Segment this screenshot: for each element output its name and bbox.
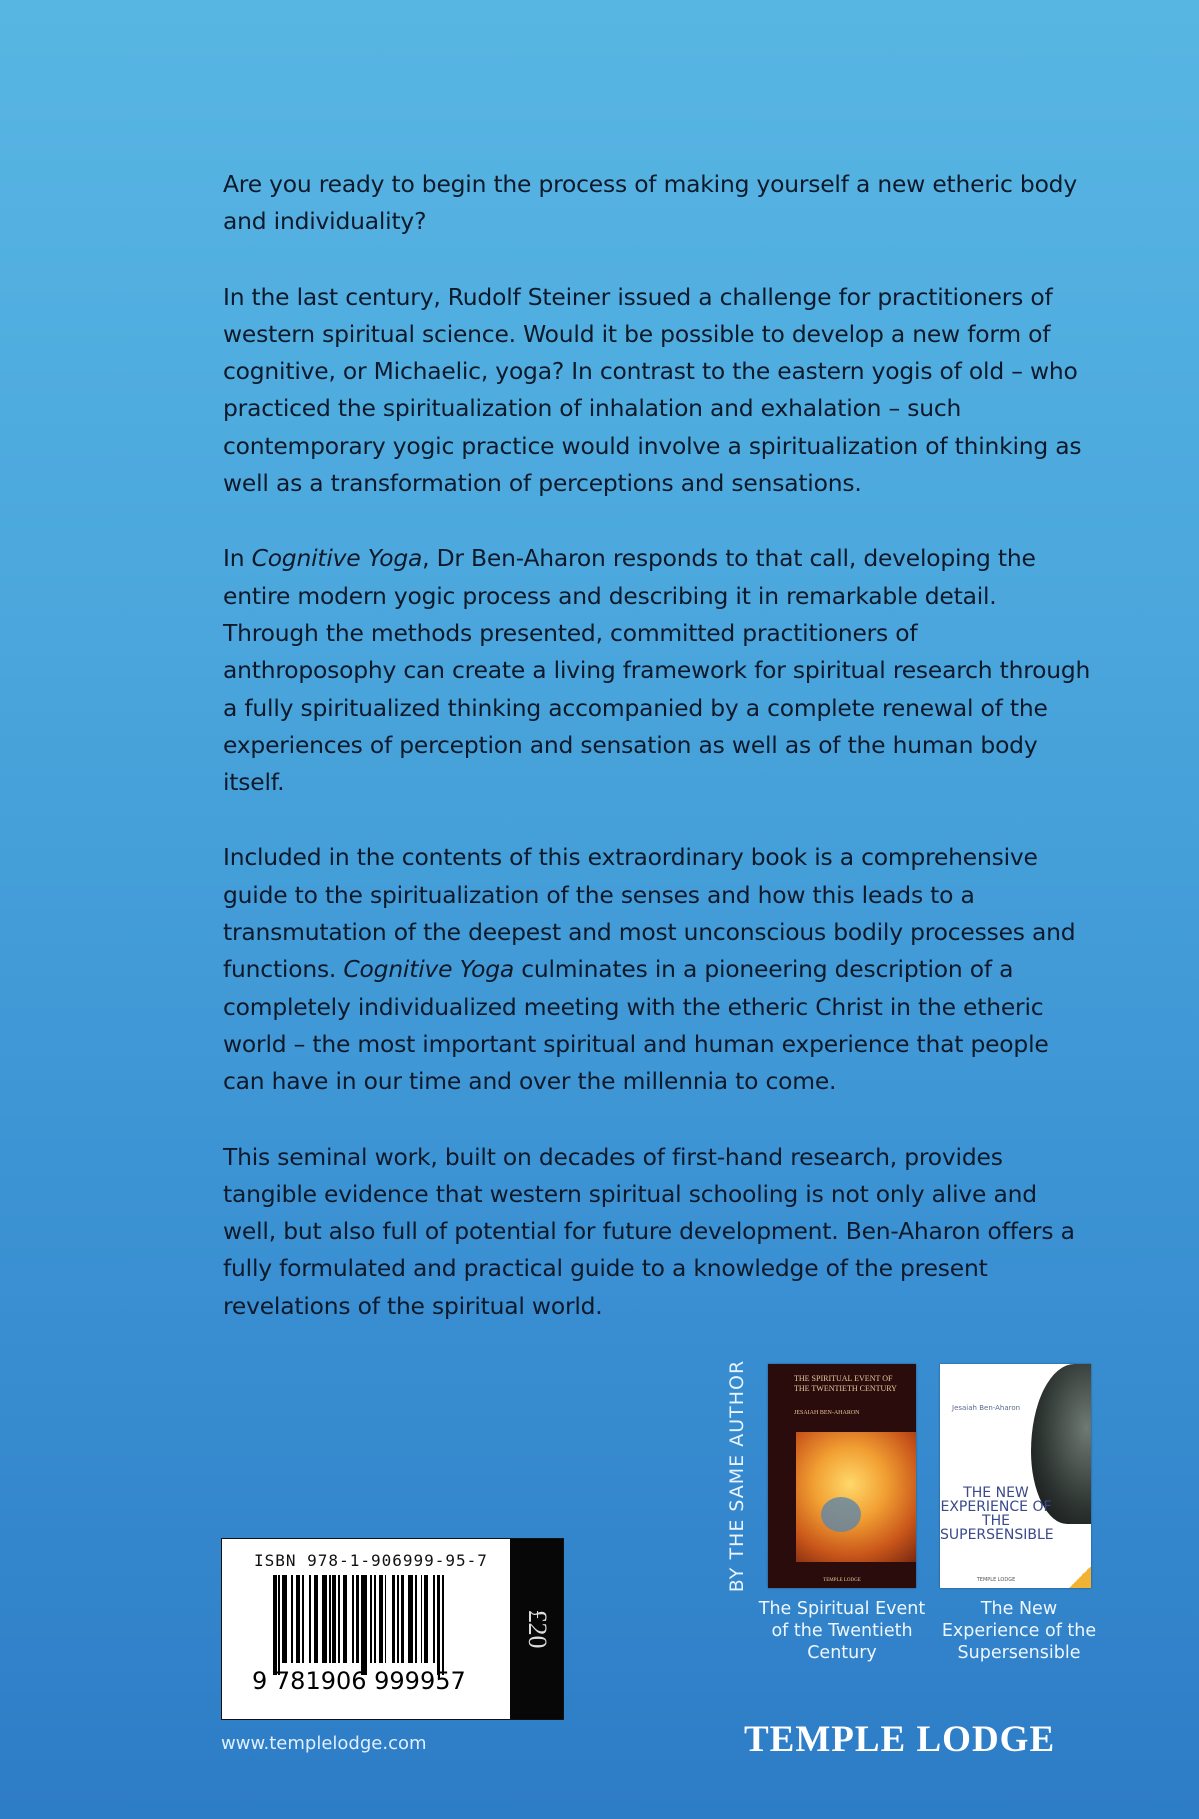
text: culminates in a pioneering description of a completely individualized meeting with the etheric Christ in the etheric world – the most important spiritual and human experience that people can have in our time and over the millennia to come.	[223, 955, 1049, 1096]
cover-publisher: TEMPLE LODGE	[976, 1577, 1016, 1583]
barcode-bar	[314, 1575, 318, 1663]
same-author-heading	[722, 1359, 752, 1593]
barcode-box	[221, 1538, 564, 1720]
barcode-bar	[278, 1575, 280, 1675]
barcode-bar	[329, 1575, 331, 1663]
paragraph: This seminal work, built on decades of first-hand research, provides tangible evidence that western spiritual schooling is not only alive and well, but also full of potential for future development. Ben-Aharon offers a fully formulated and practical guide to a knowledge of the present revelations of the spiritual world.	[223, 1142, 1075, 1320]
cover-author: JESAIAH BEN-AHARON	[794, 1410, 860, 1416]
book-cover-spiritual-event	[768, 1364, 916, 1588]
cover-title: THE NEW EXPERIENCE OF THE SUPERSENSIBLE	[940, 1485, 1054, 1543]
barcode-bar	[291, 1575, 293, 1663]
barcode-bar	[424, 1575, 428, 1663]
barcode-bar	[397, 1575, 399, 1663]
barcode-bar	[282, 1575, 287, 1663]
book-title: Cognitive Yoga	[251, 544, 423, 573]
barcode-bar	[322, 1575, 327, 1663]
barcode-bar	[309, 1575, 311, 1663]
text: , Dr Ben-Aharon responds to that call, developing the entire modern yogic process and describing it in remarkable detail. Through the methods presented, committed practitioners of anthroposophy can create a living framework for spiritual research through a fully spiritualized thinking accompanied by a complete renewal of the experiences of perception and sensation as well as of the human body itself.	[223, 544, 1091, 797]
cover-corner-accent	[1069, 1566, 1091, 1588]
barcode-bar	[401, 1575, 405, 1663]
barcode-bar	[385, 1575, 387, 1663]
barcode-bar	[302, 1575, 304, 1663]
barcode-bar	[352, 1575, 354, 1663]
barcode-bar	[370, 1575, 372, 1663]
paragraph	[223, 839, 1093, 1100]
book-title: Cognitive Yoga	[343, 955, 514, 984]
cover-artwork	[796, 1432, 916, 1562]
isbn-text: ISBN 978-1-906999-95-7	[254, 1551, 488, 1570]
price-panel	[510, 1539, 563, 1719]
barcode-bar	[332, 1575, 336, 1663]
book-cover-new-experience	[940, 1364, 1091, 1588]
publisher-url[interactable]: www.templelodge.com	[221, 1733, 427, 1754]
barcode-bar	[442, 1575, 444, 1675]
ean-number: 9 781906 999957	[252, 1667, 466, 1695]
price-text: £20	[522, 1609, 552, 1649]
barcode-bar	[415, 1575, 417, 1663]
text: In	[223, 544, 252, 573]
cover-author: Jesaiah Ben-Aharon	[952, 1404, 1021, 1412]
barcode-bar	[273, 1575, 277, 1675]
barcode-bar	[356, 1575, 360, 1663]
book-caption: The New Experience of the Supersensible	[941, 1599, 1097, 1663]
barcode-bar	[421, 1575, 423, 1663]
barcode-bar	[374, 1575, 376, 1663]
barcode-bar	[433, 1575, 435, 1663]
barcode-bar	[408, 1575, 413, 1663]
barcode-bar	[338, 1575, 340, 1663]
text: Included in the contents of this extraordinary book is a comprehensive guide to the spiritualization of the senses and how this leads to a transmutation of the deepest and most unconscious bodily processes and functions.	[223, 843, 1076, 984]
barcode-bar	[343, 1575, 347, 1663]
paragraph	[223, 540, 1093, 801]
heading-text: BY THE SAME AUTHOR	[726, 1359, 748, 1593]
barcode-bar	[379, 1575, 383, 1663]
barcode-bar	[392, 1575, 396, 1663]
blurb-text	[223, 166, 1093, 1363]
cover-publisher: TEMPLE LODGE	[823, 1578, 861, 1583]
barcode-bar	[437, 1575, 441, 1675]
barcode-bar	[296, 1575, 300, 1663]
barcode-bar	[361, 1575, 366, 1675]
cover-title: THE SPIRITUAL EVENT OF THE TWENTIETH CENTURY	[794, 1374, 897, 1393]
publisher-logo: TEMPLE LODGE	[744, 1719, 1056, 1760]
paragraph: Are you ready to begin the process of making yourself a new etheric body and individuality?	[223, 170, 1077, 236]
paragraph: In the last century, Rudolf Steiner issued a challenge for practitioners of western spiritual science. Would it be possible to develop a new form of cognitive, or Michaelic, yoga? In contrast to the eastern yogis of old – who practiced the spiritualization of inhalation and exhalation – such contemporary yogic practice would involve a spiritualization of thinking as well as a transformation of perceptions and sensations.	[223, 282, 1082, 498]
book-caption: The Spiritual Event of the Twentieth Century	[758, 1599, 926, 1663]
